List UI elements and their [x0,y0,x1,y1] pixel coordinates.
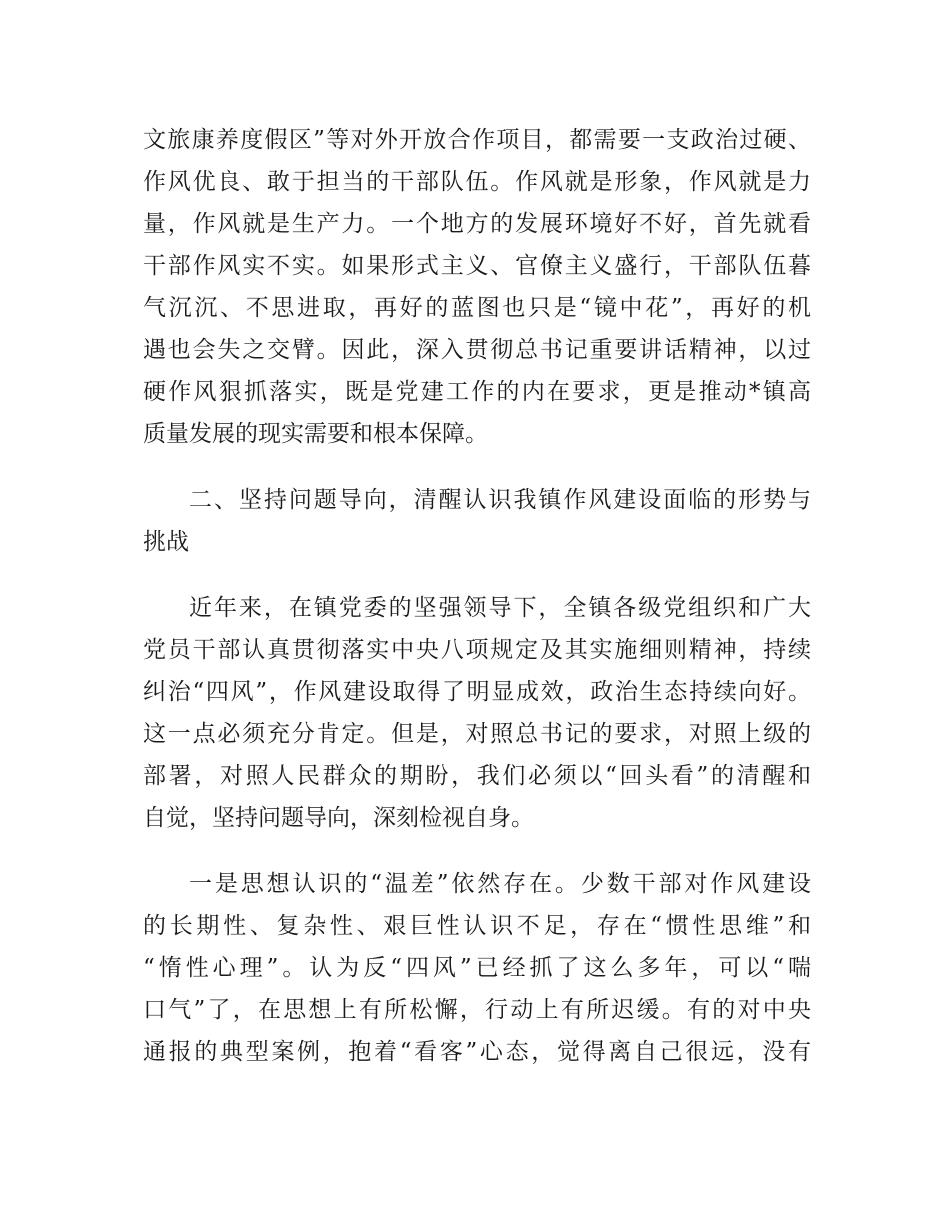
text-line: 量，作风就是生产力。一个地方的发展环境好不好，首先就看 [143,211,811,237]
text-line: 一是思想认识的“温差”依然存在。少数干部对作风建设 [189,871,811,897]
text-line: 通报的典型案例，抱着“看客”心态，觉得离自己很远，没有 [143,1039,811,1065]
text-line: 硬作风狠抓落实，既是党建工作的内在要求，更是推动*镇高 [143,379,811,405]
text-line: 自觉，坚持问题导向，深刻检视自身。 [143,805,534,831]
section-heading-line: 二、坚持问题导向，清醒认识我镇作风建设面临的形势与 [189,487,811,513]
text-line: 部署，对照人民群众的期盼，我们必须以“回头看”的清醒和 [143,763,811,789]
text-line: 党员干部认真贯彻落实中央八项规定及其实施细则精神，持续 [143,637,811,663]
text-line: 近年来，在镇党委的坚强领导下，全镇各级党组织和广大 [189,595,811,621]
text-line: 气沉沉、不思进取，再好的蓝图也只是“镜中花”，再好的机 [143,295,811,321]
section-heading-line: 挑战 [143,529,189,555]
text-line: “惰性心理”。认为反“四风”已经抓了这么多年，可以“喘 [143,955,811,981]
text-line: 的长期性、复杂性、艰巨性认识不足，存在“惯性思维”和 [143,913,811,939]
text-line: 文旅康养度假区”等对外开放合作项目，都需要一支政治过硬、 [143,127,811,153]
text-line: 质量发展的现实需要和根本保障。 [143,421,488,447]
text-line: 这一点必须充分肯定。但是，对照总书记的要求，对照上级的 [143,721,811,747]
text-line: 干部作风实不实。如果形式主义、官僚主义盛行，干部队伍暮 [143,253,811,279]
text-line: 口气”了，在思想上有所松懈，行动上有所迟缓。有的对中央 [143,997,811,1023]
text-line: 作风优良、敢于担当的干部队伍。作风就是形象，作风就是力 [143,169,811,195]
text-line: 纠治“四风”，作风建设取得了明显成效，政治生态持续向好。 [143,679,811,705]
text-line: 遇也会失之交臂。因此，深入贯彻总书记重要讲话精神，以过 [143,337,811,363]
